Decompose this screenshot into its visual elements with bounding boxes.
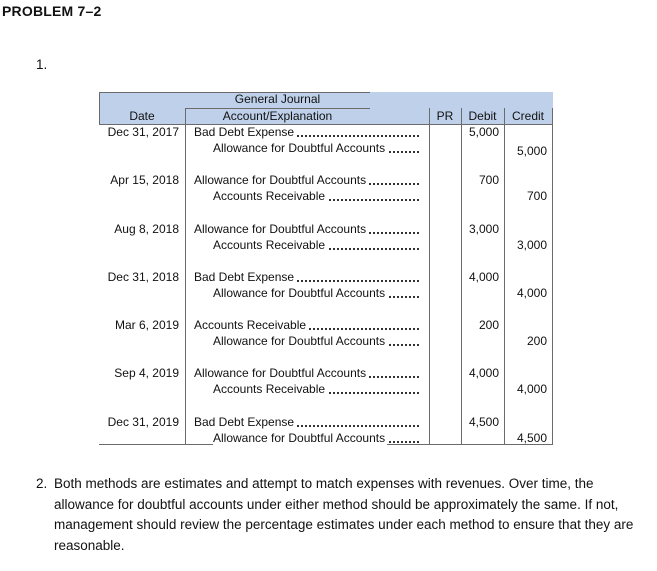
entry-debit-account: Allowance for Doubtful Accounts [194, 222, 419, 237]
entry-date: Apr 15, 2018 [110, 173, 179, 187]
entry-debit-account: Allowance for Doubtful Accounts [194, 173, 419, 188]
entry-credit-amount: 3,000 [516, 238, 547, 252]
entry-credit-amount: 200 [526, 334, 547, 348]
entry-debit-account: Accounts Receivable [194, 318, 419, 333]
entry-date: Dec 31, 2018 [107, 270, 179, 284]
part2-text: Both methods are estimates and attempt to match expenses with revenues. Over time, the allowance for doubtful accounts under either method should be approximately the same. If not, management should review the percentage estimates under each method to ensure that they are reasonable. [54, 476, 634, 553]
general-journal-table [99, 92, 553, 445]
part2-number: 2. [36, 476, 48, 491]
entry-debit-amount: 5,000 [468, 125, 499, 139]
entry-debit-amount: 700 [478, 173, 499, 187]
col-debit: Debit [468, 109, 497, 123]
journal-entry [99, 172, 553, 204]
entry-credit-amount: 5,000 [516, 144, 547, 158]
entry-credit-account: Accounts Receivable [213, 382, 419, 397]
entry-credit-account: Allowance for Doubtful Accounts [213, 286, 419, 301]
entry-debit-amount: 4,000 [468, 366, 499, 380]
col-credit: Credit [511, 109, 544, 123]
journal-entry [99, 124, 553, 156]
journal-title: General Journal [234, 92, 321, 106]
entry-date: Dec 31, 2019 [107, 415, 179, 429]
col-pr: PR [436, 109, 454, 123]
journal-entry [99, 317, 553, 349]
entry-credit-account: Accounts Receivable [213, 238, 419, 253]
entry-credit-account: Allowance for Doubtful Accounts [213, 141, 419, 156]
entry-credit-amount: 4,000 [516, 382, 547, 396]
entry-debit-account: Bad Debt Expense [194, 270, 419, 285]
journal-entry [99, 221, 553, 253]
entry-debit-account: Allowance for Doubtful Accounts [194, 366, 419, 381]
entry-debit-amount: 3,000 [468, 222, 499, 236]
entry-debit-amount: 4,000 [468, 270, 499, 284]
col-account: Account/Explanation [222, 109, 333, 123]
problem-heading: PROBLEM 7–2 [2, 3, 102, 19]
journal-entry [99, 414, 553, 446]
part1-number: 1. [36, 57, 48, 72]
journal-entry [99, 365, 553, 397]
entry-debit-account: Bad Debt Expense [194, 415, 419, 430]
entry-credit-account: Allowance for Doubtful Accounts [213, 334, 419, 349]
entry-date: Aug 8, 2018 [114, 222, 179, 236]
entry-debit-amount: 200 [478, 318, 499, 332]
col-date: Date [129, 109, 155, 123]
entry-credit-amount: 4,500 [516, 431, 547, 445]
journal-entry [99, 269, 553, 301]
entry-debit-account: Bad Debt Expense [194, 125, 419, 140]
entry-debit-amount: 4,500 [468, 415, 499, 429]
entry-date: Dec 31, 2017 [107, 125, 179, 139]
entry-credit-amount: 4,000 [516, 286, 547, 300]
entry-credit-account: Allowance for Doubtful Accounts [213, 431, 419, 446]
entry-credit-account: Accounts Receivable [213, 189, 419, 204]
entry-date: Mar 6, 2019 [114, 318, 179, 332]
entry-date: Sep 4, 2019 [114, 366, 179, 380]
entry-credit-amount: 700 [526, 189, 547, 203]
